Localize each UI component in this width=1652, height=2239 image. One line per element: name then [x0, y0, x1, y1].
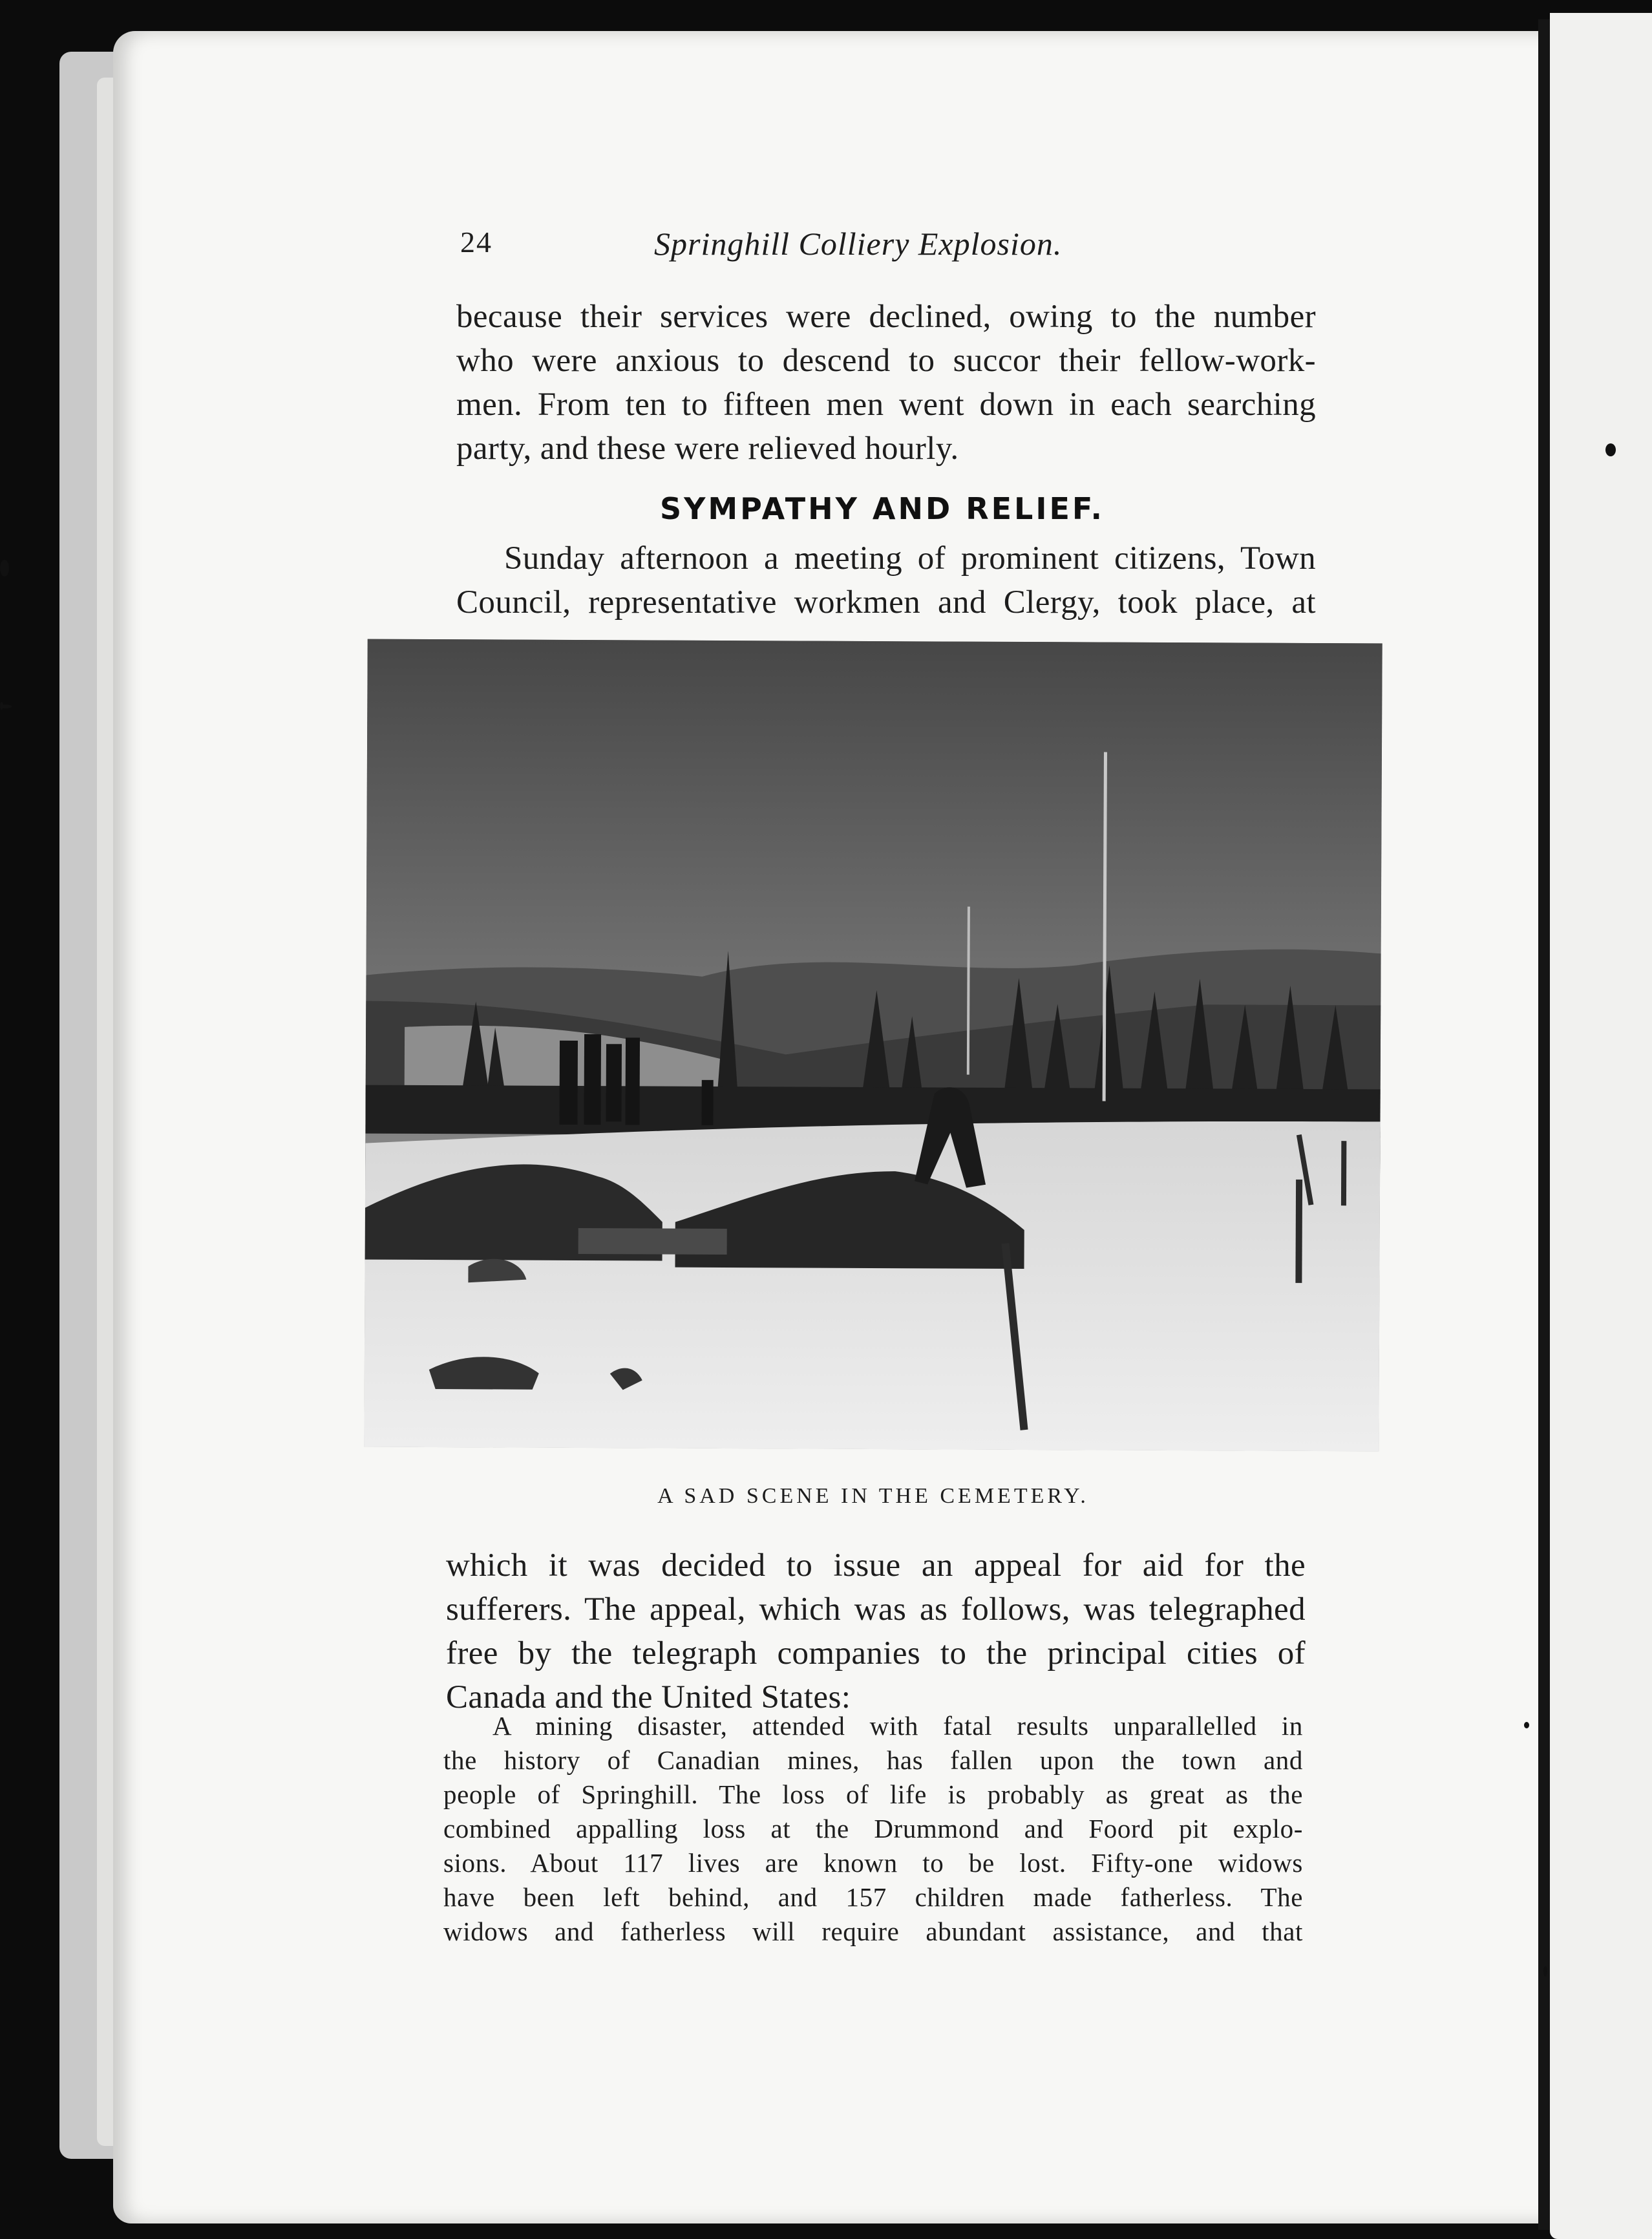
cemetery-photo-illustration	[364, 639, 1382, 1452]
section-heading: SYMPATHY AND RELIEF.	[659, 491, 1105, 526]
continuation-paragraph	[446, 1544, 1306, 1719]
text-line: sions. About 117 lives are known to be lost. Fifty-one widows	[443, 1848, 1303, 1878]
running-head	[460, 225, 1116, 270]
text-line: because their services were declined, owing to the number	[456, 299, 1316, 335]
text-line: people of Springhill. The loss of life is probably as great as the	[443, 1779, 1303, 1809]
text-line: A mining disaster, attended with fatal results unparallelled in	[492, 1711, 1303, 1741]
text-line: who were anxious to descend to succor their fellow-work-	[456, 343, 1316, 379]
text-line: free by the telegraph companies to the principal cities of	[446, 1635, 1306, 1671]
text-line: combined appalling loss at the Drummond and Foord pit explo-	[443, 1814, 1303, 1843]
photo-caption: A SAD SCENE IN THE CEMETERY.	[657, 1484, 1089, 1508]
page-number: 24	[460, 226, 492, 259]
text-line: Council, representative workmen and Clergy, took place, at	[456, 584, 1316, 621]
ink-speck	[1543, 1966, 1547, 1977]
ink-speck	[0, 560, 9, 577]
text-line: have been left behind, and 157 children made fatherless. The	[443, 1882, 1303, 1912]
running-title: Springhill Colliery Explosion.	[654, 226, 1063, 262]
section-intro-paragraph	[456, 536, 1316, 624]
ink-speck	[0, 705, 12, 708]
opening-paragraph	[456, 295, 1316, 471]
text-line: men. From ten to fifteen men went down in each searching	[456, 387, 1316, 423]
text-line: the history of Canadian mines, has fallen upon the town and	[443, 1745, 1303, 1775]
cemetery-photograph	[364, 639, 1382, 1452]
text-line: widows and fatherless will require abundant assistance, and that	[443, 1916, 1303, 1946]
text-line: which it was decided to issue an appeal for aid for the	[446, 1547, 1306, 1584]
text-line: party, and these were relieved hourly.	[456, 430, 959, 467]
appeal-quotation	[443, 1709, 1303, 1949]
facing-page-edge	[1550, 13, 1652, 2239]
text-line: Canada and the United States:	[446, 1679, 851, 1715]
page-stack-edge	[97, 78, 114, 2146]
ink-speck	[1605, 443, 1616, 456]
ink-speck	[1524, 1722, 1529, 1728]
text-line: sufferers. The appeal, which was as follows, was telegraphed	[446, 1591, 1306, 1628]
text-line: Sunday afternoon a meeting of prominent citizens, Town	[504, 540, 1316, 577]
